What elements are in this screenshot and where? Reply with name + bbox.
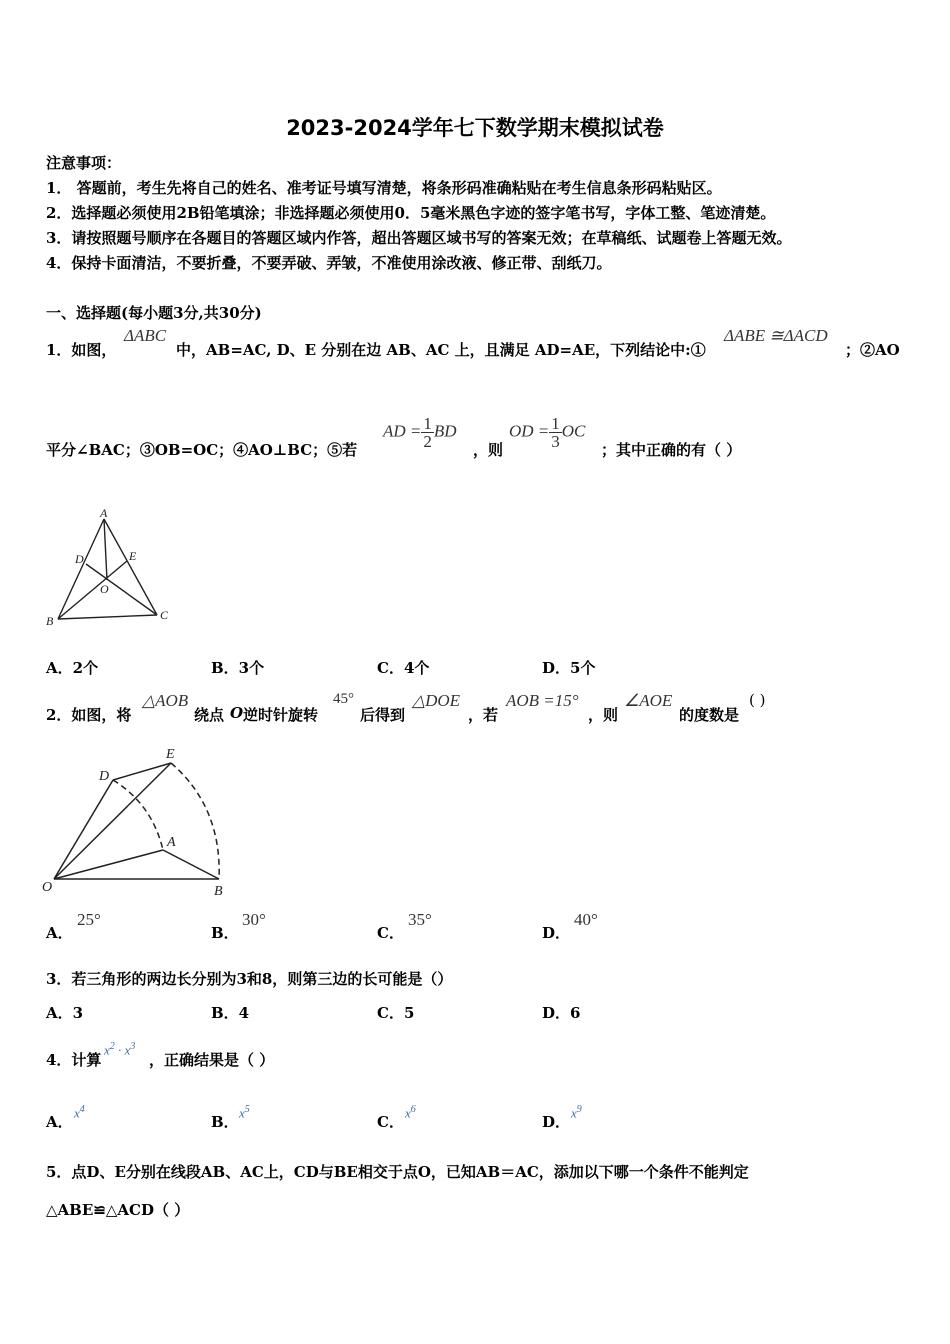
q1-math-triangle-abc: ΔABC (124, 326, 167, 345)
q4-option-c-base: x (405, 1105, 411, 1121)
q1-label-d: D (75, 552, 84, 566)
q2-option-d[interactable]: D． (542, 924, 571, 942)
q3-text: 3．若三角形的两边长分别为3和8，则第三边的长可能是（） (46, 970, 453, 988)
q4-option-d-value (571, 1104, 582, 1121)
q2-math-triangle-aob: △AOB (142, 691, 189, 710)
q2-arc-da (113, 780, 163, 850)
q1-option-c[interactable]: C．4个 (377, 659, 430, 677)
q1-label-e: E (129, 549, 137, 563)
q1-line-ao (104, 519, 107, 580)
q1-math-od-left: OD = (509, 421, 550, 441)
q1-option-a[interactable]: A．2个 (46, 659, 99, 677)
q1-option-d[interactable]: D．5个 (542, 659, 596, 677)
q2-option-a[interactable]: A． (46, 924, 73, 942)
q2-text-part4: 后得到 (360, 706, 406, 724)
q2-option-b[interactable]: B． (211, 924, 239, 942)
q3-option-b[interactable]: B．4 (211, 1004, 250, 1022)
q2-option-a-value: 25° (77, 910, 101, 929)
section-heading: 一、选择题(每小题3分,共30分) (46, 304, 262, 322)
q4-option-d-exp: 9 (576, 1104, 582, 1115)
q2-option-d-value: 40° (574, 910, 598, 929)
notice-item-1: 1． 答题前，考生先将自己的姓名、准考证号填写清楚，将条形码准确粘贴在考生信息条形码粘贴区。 (46, 179, 722, 197)
q1-line-ab (58, 519, 104, 619)
q2-line-ab (163, 850, 219, 879)
q2-math-45deg: 45° (333, 691, 354, 707)
q1-math-od-right: OC (561, 421, 586, 441)
q1-math-ad-ratio (383, 415, 457, 450)
q4-option-a-base: x (74, 1105, 80, 1121)
q2-option-b-value: 30° (242, 910, 266, 929)
q1-label-b: B (46, 614, 54, 628)
q4-math-base1: x (104, 1042, 110, 1058)
q4-option-c-exp: 6 (410, 1104, 416, 1115)
notice-item-4: 4．保持卡面清洁，不要折叠，不要弄破、弄皱，不准使用涂改液、修正带、刮纸刀。 (46, 254, 612, 272)
q5-text-line2: △ABE≌△ACD（ ） (46, 1201, 190, 1219)
q2-figure (40, 742, 240, 900)
q4-option-d[interactable]: D． (542, 1113, 571, 1131)
q1-label-a: A (100, 506, 108, 520)
q4-option-a-exp: 4 (79, 1104, 85, 1115)
q1-line-ac (104, 519, 157, 615)
q2-text-part1: 2．如图，将 (46, 706, 132, 724)
q4-math-dot: · (114, 1042, 125, 1058)
q2-text-part8: ( ) (749, 691, 766, 709)
q3-option-d[interactable]: D．6 (542, 1004, 581, 1022)
q1-text-part6: ；其中正确的有（ ） (601, 441, 742, 459)
q2-text-part6: ，则 (588, 706, 619, 724)
q4-text-part1: 4．计算 (46, 1051, 102, 1069)
q2-label-a: A (167, 835, 176, 850)
q1-frac1-denominator: 2 (423, 432, 432, 451)
q1-frac2-denominator: 3 (551, 432, 560, 451)
q2-math-aob-15: AOB =15° (506, 691, 579, 710)
q4-option-a-value (74, 1104, 85, 1121)
q4-text-part2: ，正确结果是（ ） (149, 1051, 275, 1069)
q1-label-o: O (100, 582, 109, 596)
q2-math-triangle-doe: △DOE (412, 691, 461, 710)
q1-line-be (58, 561, 127, 619)
q1-text-part3: ；②AO (845, 341, 900, 359)
q3-option-a[interactable]: A．3 (46, 1004, 84, 1022)
q4-option-c[interactable]: C． (377, 1113, 404, 1131)
q2-label-o: O (42, 880, 53, 895)
q2-math-point-o: O (230, 704, 244, 722)
q4-option-b[interactable]: B． (211, 1113, 239, 1131)
q2-math-angle-aoe: ∠AOE (624, 691, 673, 710)
q2-label-d: D (99, 769, 110, 784)
q4-option-c-value (405, 1104, 416, 1121)
q4-math-exp2: 3 (130, 1041, 136, 1052)
q1-math-ad-left: AD = (383, 421, 422, 441)
q4-option-b-value (239, 1104, 250, 1121)
q1-text-part4: 平分∠BAC；③OB=OC；④AO⊥BC；⑤若 (46, 441, 358, 459)
q4-math-exp1: 2 (109, 1041, 115, 1052)
notice-item-2: 2．选择题必须使用2B铅笔填涂；非选择题必须使用0．5毫米黑色字迹的签字笔书写，字体工整、笔迹清楚。 (46, 204, 776, 222)
notice-heading: 注意事项： (46, 154, 122, 172)
q1-line-cd (86, 564, 157, 615)
q4-option-a[interactable]: A． (46, 1113, 73, 1131)
q2-label-b: B (214, 884, 223, 899)
q4-math-expression (104, 1041, 135, 1058)
q2-label-e: E (166, 747, 175, 762)
page-title: 2023-2024学年七下数学期末模拟试卷 (286, 116, 664, 140)
q2-line-oa (54, 850, 163, 879)
q1-option-b[interactable]: B．3个 (211, 659, 265, 677)
q2-option-c-value: 35° (408, 910, 432, 929)
q4-math-base2: x (124, 1042, 131, 1058)
q1-math-od-ratio (509, 415, 585, 450)
q2-arc-eb (171, 763, 219, 879)
q2-text-part7: 的度数是 (679, 706, 740, 724)
q4-option-d-base: x (571, 1105, 577, 1121)
q1-text-part5: ，则 (473, 441, 504, 459)
q1-text-part2: 中，AB=AC, D、E 分别在边 AB、AC 上，且满足 AD=AE，下列结论中:① (176, 341, 706, 359)
q1-math-ad-right: BD (433, 421, 457, 441)
q1-frac2-numerator: 1 (551, 414, 560, 433)
q1-text-part1: 1．如图， (46, 341, 117, 359)
q2-option-c[interactable]: C． (377, 924, 404, 942)
q2-text-part2: 绕点 (194, 706, 225, 724)
q1-math-congruence: ΔABE ≅ΔACD (724, 326, 828, 345)
q4-option-b-exp: 5 (244, 1104, 250, 1115)
q3-option-c[interactable]: C．5 (377, 1004, 415, 1022)
q4-option-b-base: x (239, 1105, 245, 1121)
q2-text-part5: ，若 (468, 706, 499, 724)
q1-label-c: C (160, 608, 169, 622)
q1-figure (42, 505, 182, 630)
q1-line-bc (58, 615, 157, 619)
q2-text-part3: 逆时针旋转 (243, 706, 319, 724)
notice-item-3: 3．请按照题号顺序在各题目的答题区域内作答，超出答题区域书写的答案无效；在草稿纸、试题卷上答题无效。 (46, 229, 792, 247)
q1-frac1-numerator: 1 (423, 414, 432, 433)
q5-text-line1: 5．点D、E分别在线段AB、AC上，CD与BE相交于点O，已知AB＝AC，添加以下哪一个条件不能判定 (46, 1163, 749, 1181)
